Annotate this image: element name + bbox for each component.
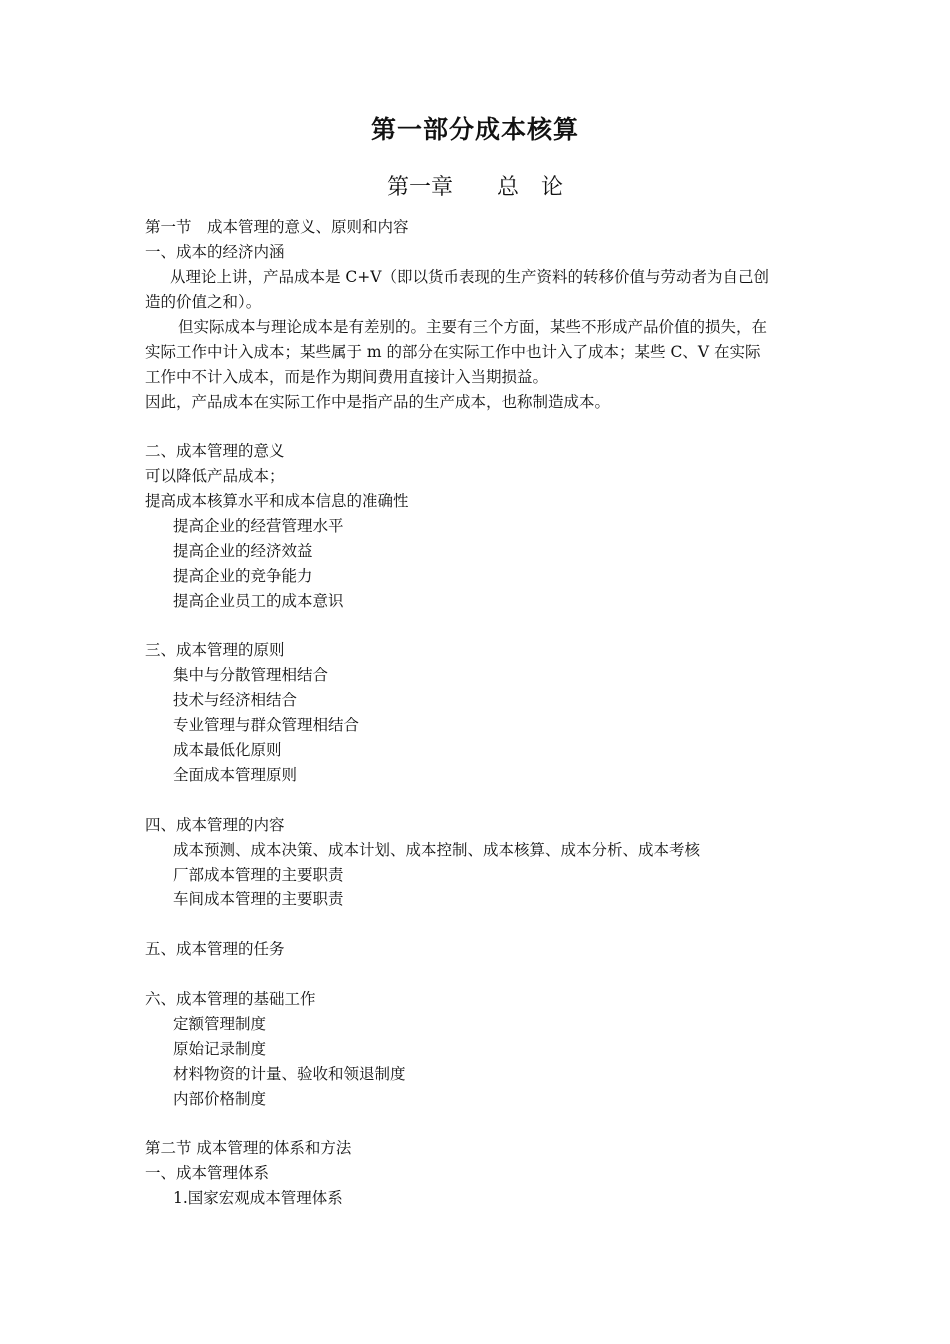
list-item: 专业管理与群众管理相结合 bbox=[173, 716, 360, 734]
list-item: 技术与经济相结合 bbox=[173, 691, 298, 709]
subsection-heading: 五、成本管理的任务 bbox=[145, 940, 285, 958]
list-item: 材料物资的计量、验收和领退制度 bbox=[173, 1065, 406, 1083]
list-item: 成本最低化原则 bbox=[173, 741, 282, 759]
paragraph-line: 因此，产品成本在实际工作中是指产品的生产成本，也称制造成本。 bbox=[145, 393, 611, 411]
subsection-heading: 二、成本管理的意义 bbox=[145, 442, 285, 460]
list-item: 1.国家宏观成本管理体系 bbox=[173, 1189, 343, 1207]
list-item: 提高成本核算水平和成本信息的准确性 bbox=[145, 492, 409, 510]
list-item: 提高企业员工的成本意识 bbox=[173, 592, 344, 610]
paragraph-line: 造的价值之和）。 bbox=[145, 293, 262, 311]
list-item: 车间成本管理的主要职责 bbox=[173, 890, 344, 908]
subsection-heading: 一、成本管理体系 bbox=[145, 1164, 270, 1182]
list-item: 全面成本管理原则 bbox=[173, 766, 298, 784]
paragraph-line: 从理论上讲，产品成本是 C+V（即以货币表现的生产资料的转移价值与劳动者为自己创 bbox=[170, 268, 769, 286]
list-item: 成本预测、成本决策、成本计划、成本控制、成本核算、成本分析、成本考核 bbox=[173, 841, 701, 859]
list-item: 集中与分散管理相结合 bbox=[173, 666, 329, 684]
paragraph-line: 工作中不计入成本，而是作为期间费用直接计入当期损益。 bbox=[145, 368, 549, 386]
paragraph-line: 但实际成本与理论成本是有差别的。主要有三个方面，某些不形成产品价值的损失，在 bbox=[178, 318, 768, 336]
subsection-heading: 四、成本管理的内容 bbox=[145, 816, 285, 834]
chapter-title: 第一章 总 论 bbox=[386, 175, 563, 200]
section-heading: 第一节 成本管理的意义、原则和内容 bbox=[145, 218, 409, 236]
list-item: 可以降低产品成本； bbox=[145, 467, 285, 485]
paragraph-line: 实际工作中计入成本；某些属于 m 的部分在实际工作中也计入了成本；某些 C、V 在实际 bbox=[145, 343, 761, 361]
list-item: 内部价格制度 bbox=[173, 1090, 267, 1108]
subsection-heading: 三、成本管理的原则 bbox=[145, 641, 285, 659]
part-title: 第一部分成本核算 bbox=[370, 115, 579, 144]
list-item: 原始记录制度 bbox=[173, 1040, 267, 1058]
list-item: 提高企业的经营管理水平 bbox=[173, 517, 344, 535]
subsection-heading: 六、成本管理的基础工作 bbox=[145, 990, 316, 1008]
list-item: 定额管理制度 bbox=[173, 1015, 267, 1033]
section-heading: 第二节 成本管理的体系和方法 bbox=[145, 1139, 352, 1157]
list-item: 厂部成本管理的主要职责 bbox=[173, 866, 344, 884]
subsection-heading: 一、成本的经济内涵 bbox=[145, 243, 285, 261]
list-item: 提高企业的竞争能力 bbox=[173, 567, 313, 585]
list-item: 提高企业的经济效益 bbox=[173, 542, 313, 560]
